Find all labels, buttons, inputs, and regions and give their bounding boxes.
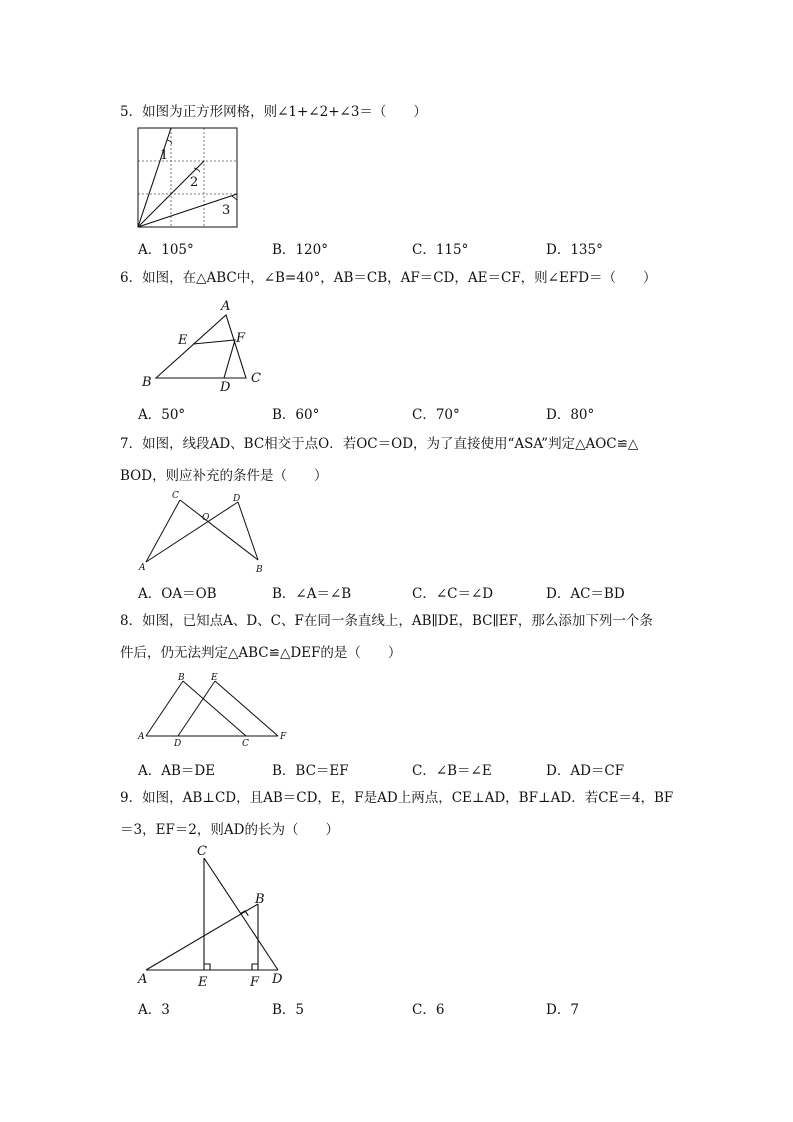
question-8-label-a: A (138, 732, 145, 742)
question-5-option-b[interactable]: B．120° (272, 242, 328, 258)
question-8-option-d[interactable]: D．AD＝CF (546, 763, 625, 779)
question-7-stem-line-1: 7．如图，线段AD、BC相交于点O．若OC＝OD，为了直接使用“ASA”判定△AOC≌△ (120, 436, 639, 452)
question-9-option-c[interactable]: C．6 (412, 1002, 445, 1018)
question-9-label-a: A (138, 972, 148, 987)
question-9-stem-line-1: 9．如图，AB⊥CD，且AB＝CD，E，F是AD上两点，CE⊥AD，BF⊥AD．若CE＝4，BF (120, 790, 674, 806)
question-8-label-e: E (211, 673, 218, 683)
question-6-label-c: C (251, 371, 261, 386)
question-7 (120, 428, 680, 492)
question-6-figure (138, 298, 278, 398)
question-5-option-a[interactable]: A．105° (138, 242, 194, 258)
question-7-label-b: B (256, 565, 263, 575)
question-9-label-f: F (250, 975, 260, 990)
question-6-option-c[interactable]: C．70° (412, 407, 460, 423)
question-8-label-c: C (242, 739, 249, 749)
question-8 (120, 605, 680, 669)
question-5 (120, 96, 680, 128)
question-7-option-d[interactable]: D．AC＝BD (546, 586, 625, 602)
question-5-option-d[interactable]: D．135° (546, 242, 603, 258)
question-8-option-a[interactable]: A．AB＝DE (138, 763, 216, 779)
question-7-options (138, 582, 658, 602)
question-6-option-b[interactable]: B．60° (272, 407, 320, 423)
question-6 (120, 262, 680, 294)
question-8-option-c[interactable]: C．∠B＝∠E (412, 763, 492, 779)
question-6-label-a: A (221, 299, 231, 314)
question-5-angle-1-label: 1 (160, 148, 169, 163)
question-9-option-d[interactable]: D．7 (546, 1002, 579, 1018)
question-7-option-b[interactable]: B．∠A＝∠B (272, 586, 352, 602)
question-9 (120, 782, 680, 846)
question-8-figure (138, 672, 293, 748)
question-8-option-b[interactable]: B．BC＝EF (272, 763, 349, 779)
question-6-label-f: F (236, 331, 246, 346)
question-7-label-a: A (139, 563, 146, 573)
question-6-label-e: E (178, 333, 188, 348)
question-6-label-b: B (142, 375, 152, 390)
question-6-option-a[interactable]: A．50° (138, 407, 186, 423)
question-9-figure (138, 842, 288, 992)
question-7-option-c[interactable]: C．∠C＝∠D (412, 586, 494, 602)
question-5-figure (138, 128, 242, 232)
question-9-option-b[interactable]: B．5 (272, 1002, 305, 1018)
question-8-label-f: F (280, 732, 287, 742)
question-9-label-d: D (272, 972, 283, 987)
question-8-label-b: B (178, 673, 185, 683)
question-5-options (138, 238, 658, 258)
question-9-label-b: B (255, 892, 265, 907)
question-9-options (138, 998, 658, 1018)
question-6-label-d: D (220, 380, 231, 395)
question-5-angle-3-label: 3 (222, 203, 231, 218)
question-8-stem-line-2: 件后，仍无法判定△ABC≌△DEF的是（ ） (120, 645, 402, 661)
question-7-stem-line-2: BOD，则应补充的条件是（ ） (120, 468, 328, 484)
question-5-option-c[interactable]: C．115° (412, 242, 469, 258)
question-5-angle-2-label: 2 (190, 175, 199, 190)
question-9-label-c: C (197, 844, 207, 859)
question-7-figure (138, 488, 268, 580)
question-7-label-c: C (172, 491, 179, 501)
question-8-label-d: D (174, 739, 182, 749)
question-6-options (138, 403, 658, 423)
question-8-options (138, 759, 658, 779)
question-9-stem-line-2: ＝3，EF＝2，则AD的长为（ ） (120, 822, 339, 838)
question-5-stem: 5．如图为正方形网格，则∠1+∠2+∠3＝（ ） (120, 104, 427, 120)
question-6-option-d[interactable]: D．80° (546, 407, 595, 423)
question-9-label-e: E (198, 975, 208, 990)
question-7-label-d: D (233, 494, 241, 504)
question-7-label-o: O (202, 513, 210, 523)
question-6-stem: 6．如图，在△ABC中，∠B=40°，AB＝CB，AF＝CD，AE＝CF，则∠EFD＝（ ） (120, 270, 657, 286)
question-8-stem-line-1: 8．如图，已知点A、D、C、F在同一条直线上，AB∥DE，BC∥EF，那么添加下列一个条 (120, 613, 653, 629)
question-9-option-a[interactable]: A．3 (138, 1002, 170, 1018)
question-7-option-a[interactable]: A．OA＝OB (138, 586, 217, 602)
